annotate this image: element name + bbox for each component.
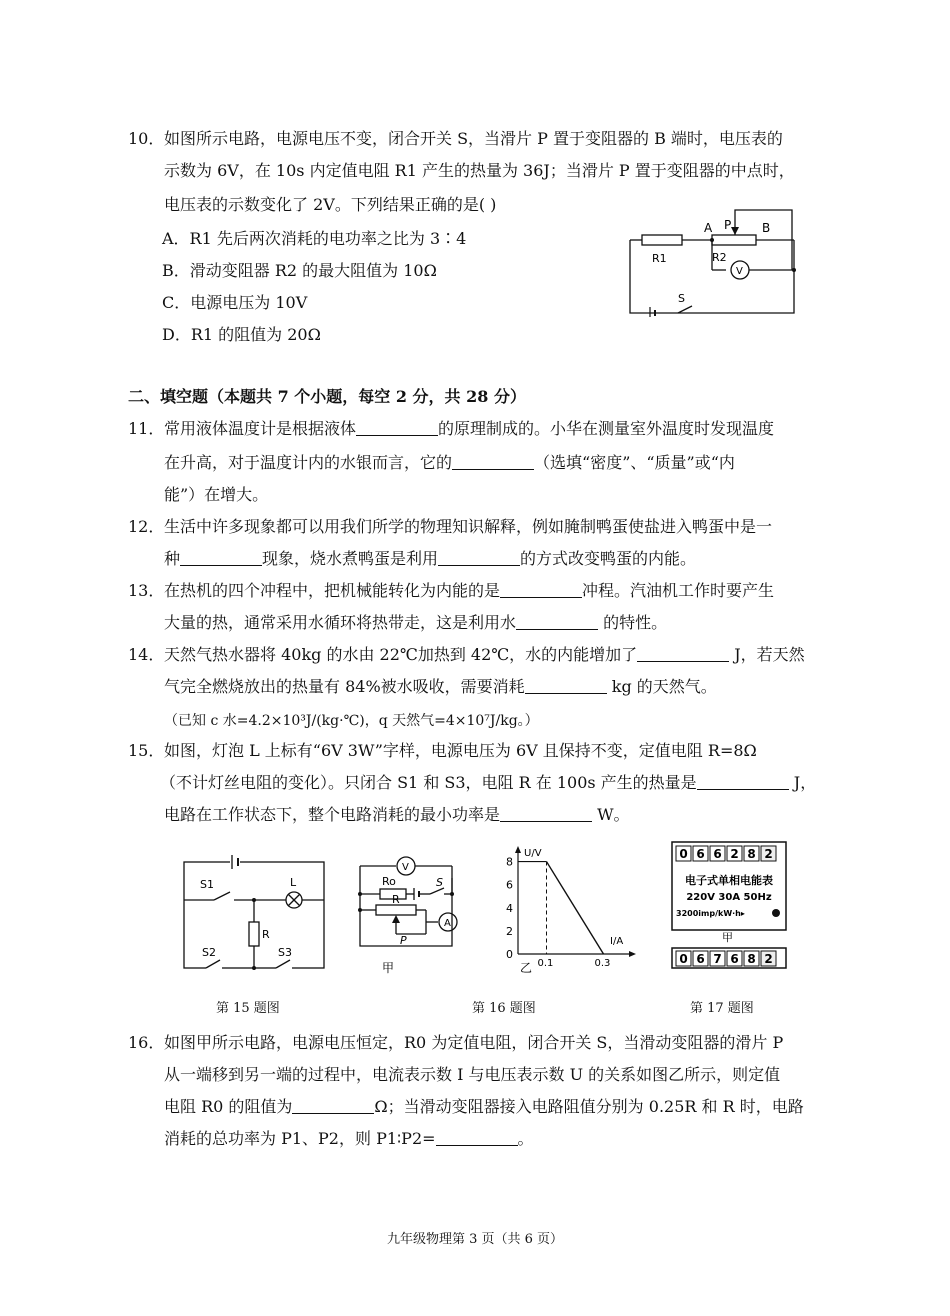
fig17-label-jia: 甲 <box>722 931 733 944</box>
fig16-label-jia: 甲 <box>382 961 395 975</box>
q10-option-a: A．R1 先后两次消耗的电功率之比为 3∶4 <box>162 229 467 248</box>
q13-text-1a: 在热机的四个冲程中，把机械能转化为内能的是 <box>164 581 501 600</box>
fig16-circuit <box>352 848 468 978</box>
meter-digit: 6 <box>696 847 705 861</box>
label-b: B <box>762 221 771 235</box>
q16-number: 16． <box>128 1033 165 1052</box>
meter-title: 电子式单相电能表 <box>685 874 773 887</box>
answer-blank[interactable] <box>637 645 729 662</box>
meter-digit: 6 <box>730 952 739 966</box>
q10-text-1: 如图所示电路，电源电压不变，闭合开关 S，当滑片 P 置于变阻器的 B 端时，电压表的 <box>164 129 783 148</box>
graph-ylabel: U/V <box>524 848 542 859</box>
q12-text-2c: 的方式改变鸭蛋的内能。 <box>520 549 697 568</box>
y-tick-label: 6 <box>506 878 513 892</box>
q13-line-2 <box>164 612 667 634</box>
q14-line-1 <box>128 644 805 666</box>
meter-imp: 3200imp/kW·h▸ <box>676 909 745 918</box>
r2-rheostat <box>712 235 756 245</box>
meter-led-icon <box>772 909 780 917</box>
fig15-caption: 第 15 题图 <box>216 1001 280 1016</box>
fig16-label-a: A <box>444 918 451 929</box>
x-tick-label: 0.3 <box>594 958 611 969</box>
fig16-graph <box>498 844 640 978</box>
label-l: L <box>290 876 297 889</box>
q16-text-4b: 。 <box>517 1129 534 1148</box>
meter-digit: 7 <box>713 952 722 966</box>
graph-xlabel: I/A <box>610 936 624 947</box>
label-a: A <box>704 221 713 235</box>
q11-line-3: 能”）在增大。 <box>164 485 269 504</box>
q11-number: 11． <box>128 419 165 438</box>
q14-line-3: （已知 c 水=4.2×10³J/(kg·℃)，q 天然气=4×10⁷J/kg。） <box>164 713 539 729</box>
meter-digit: 2 <box>764 847 773 861</box>
y-tick-label: 8 <box>506 855 513 869</box>
label-s3: S3 <box>278 946 292 959</box>
q15-text-3b: W。 <box>592 805 630 824</box>
label-r1: R1 <box>652 252 667 265</box>
answer-blank[interactable] <box>525 677 607 694</box>
q12-line-2 <box>164 548 696 570</box>
q11-text-2b: （选填“密度”、“质量”或“内 <box>534 453 735 472</box>
y-tick-label: 0 <box>506 948 513 961</box>
meter-digit: 8 <box>747 847 756 861</box>
answer-blank[interactable] <box>500 581 582 598</box>
q16-line-3 <box>164 1096 804 1118</box>
q10-option-d: D．R1 的阻值为 20Ω <box>162 325 321 344</box>
label-s2: S2 <box>202 946 216 959</box>
q11-text-2a: 在升高，对于温度计内的水银而言，它的 <box>164 453 453 472</box>
q16-line-2: 从一端移到另一端的过程中，电流表示数 I 与电压表示数 U 的关系如图乙所示，则定值 <box>164 1065 781 1084</box>
q10-line-1 <box>128 128 783 150</box>
q11-text-1a: 常用液体温度计是根据液体 <box>164 419 357 438</box>
label-r: R <box>262 928 270 941</box>
section-2-heading: 二、填空题（本题共 7 个小题，每空 2 分，共 28 分） <box>128 387 526 406</box>
fig16-label-r: R <box>392 893 400 906</box>
meter-digit: 0 <box>679 952 688 966</box>
q15-text-2b: J， <box>788 773 817 792</box>
answer-blank[interactable] <box>452 453 534 470</box>
answer-blank[interactable] <box>438 549 520 566</box>
q12-text-1: 生活中许多现象都可以用我们所学的物理知识解释，例如腌制鸭蛋使盐进入鸭蛋中是一 <box>164 517 773 536</box>
q10-number: 10． <box>128 129 165 148</box>
q13-number: 13． <box>128 581 165 600</box>
q10-option-b: B．滑动变阻器 R2 的最大阻值为 10Ω <box>162 261 437 280</box>
answer-blank[interactable] <box>292 1097 374 1114</box>
q14-text-2b: kg 的天然气。 <box>606 677 717 696</box>
q12-number: 12． <box>128 517 165 536</box>
meter-digit: 2 <box>730 847 739 861</box>
q15-line-3 <box>164 804 630 826</box>
q16-text-3b: Ω；当滑动变阻器接入电路阻值分别为 0.25R 和 R 时，电路 <box>374 1097 804 1116</box>
x-tick-label: 0.1 <box>537 958 554 969</box>
answer-blank[interactable] <box>436 1129 518 1146</box>
meter-digit: 8 <box>747 952 756 966</box>
q12-text-2a: 种 <box>164 549 181 568</box>
q11-line-1 <box>128 418 774 440</box>
q10-line-2: 示数为 6V，在 10s 内定值电阻 R1 产生的热量为 36J；当滑片 P 置于变阻器的中点时， <box>164 161 795 180</box>
q11-line-2 <box>164 452 735 474</box>
q15-text-3a: 电路在工作状态下，整个电路消耗的最小功率是 <box>164 805 501 824</box>
q12-line-1 <box>128 516 772 538</box>
r1-resistor <box>642 235 682 245</box>
y-tick-label: 2 <box>506 924 513 938</box>
label-r0: Ro <box>382 875 396 888</box>
answer-blank[interactable] <box>180 549 262 566</box>
q15-text-2a: （不计灯丝电阻的变化）。只闭合 S1 和 S3，电阻 R 在 100s 产生的热量是 <box>160 773 697 792</box>
label-s1: S1 <box>200 878 214 891</box>
q16-text-1: 如图甲所示电路，电源电压恒定，R0 为定值电阻，闭合开关 S，当滑动变阻器的滑片 P <box>164 1033 784 1052</box>
label-s: S <box>678 292 685 305</box>
q14-number: 14． <box>128 645 165 664</box>
q14-text-1a: 天然气热水器将 40kg 的水由 22℃加热到 42℃，水的内能增加了 <box>164 645 638 664</box>
q10-option-c: C．电源电压为 10V <box>162 293 308 312</box>
q14-text-2a: 气完全燃烧放出的热量有 84%被水吸收，需要消耗 <box>164 677 525 696</box>
page-footer: 九年级物理第 3 页（共 6 页） <box>386 1232 564 1247</box>
meter-digit: 2 <box>764 952 773 966</box>
q16-line-4 <box>164 1128 534 1150</box>
meter-spec: 220V 30A 50Hz <box>686 892 772 903</box>
answer-blank[interactable] <box>516 613 598 630</box>
q15-line-2 <box>160 772 816 794</box>
fig15-circuit <box>178 848 328 974</box>
q16-text-4a: 消耗的总功率为 P1、P2，则 P1∶P2= <box>164 1129 436 1148</box>
q15-number: 15． <box>128 741 165 760</box>
fig16-label-s: S <box>436 876 443 889</box>
q13-text-2a: 大量的热，通常采用水循环将热带走，这是利用水 <box>164 613 517 632</box>
q13-line-1 <box>128 580 774 602</box>
q16-line-1 <box>128 1032 783 1054</box>
answer-blank[interactable] <box>356 419 438 436</box>
fig17-meter <box>670 840 790 972</box>
q15-text-1: 如图，灯泡 L 上标有“6V 3W”字样，电源电压为 6V 且保持不变，定值电阻 R=8Ω <box>164 741 757 760</box>
fig16-label-p: P <box>400 934 407 947</box>
fig17-caption: 第 17 题图 <box>690 1001 754 1016</box>
q15-line-1 <box>128 740 757 762</box>
label-p: P <box>724 218 732 232</box>
fig16-caption: 第 16 题图 <box>472 1001 536 1016</box>
fig16-rheostat <box>376 905 416 915</box>
q10-line-3: 电压表的示数变化了 2V。下列结果正确的是( ) <box>164 195 497 214</box>
fig16-label-v: V <box>402 862 409 873</box>
fig16-label-yi: 乙 <box>520 961 533 975</box>
answer-blank[interactable] <box>500 805 592 822</box>
q14-line-2 <box>164 676 717 698</box>
q16-text-3a: 电阻 R0 的阻值为 <box>164 1097 293 1116</box>
meter-digit: 6 <box>696 952 705 966</box>
q14-text-1b: J，若天然 <box>729 645 805 664</box>
q13-text-2b: 的特性。 <box>598 613 668 632</box>
q10-circuit-figure <box>622 205 802 317</box>
q13-text-1b: 冲程。汽油机工作时要产生 <box>582 581 775 600</box>
answer-blank[interactable] <box>697 773 789 790</box>
graph-data-line <box>547 862 604 954</box>
y-tick-label: 4 <box>506 901 513 915</box>
meter-digit: 0 <box>679 847 688 861</box>
q12-text-2b: 现象，烧水煮鸭蛋是利用 <box>262 549 439 568</box>
fig15-resistor <box>249 922 259 946</box>
label-v: V <box>736 266 743 277</box>
label-r2: R2 <box>712 251 727 264</box>
q11-text-1b: 的原理制成的。小华在测量室外温度时发现温度 <box>438 419 775 438</box>
meter-digit: 6 <box>713 847 722 861</box>
